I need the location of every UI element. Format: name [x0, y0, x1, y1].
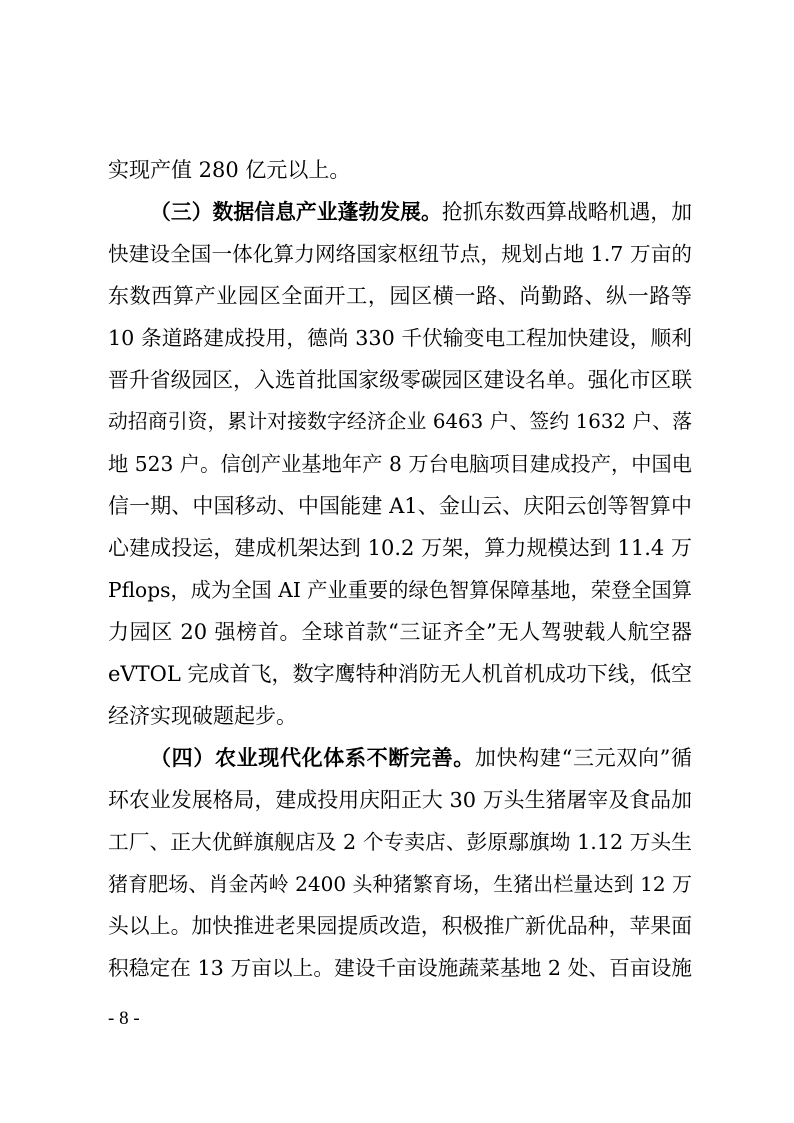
text-line: 环农业发展格局，建成投用庆阳正大 30 万头生猪屠宰及食品加	[108, 788, 692, 812]
text-line: 10 条道路建成投用，德尚 330 千伏输变电工程加快建设，顺利	[108, 326, 692, 350]
text-line: eVTOL 完成首飞，数字鹰特种消防无人机首机成功下线，低空	[108, 662, 692, 686]
section-heading: （三）数据信息产业蓬勃发展。	[150, 200, 442, 224]
text-line: 工厂、正大优鲜旗舰店及 2 个专卖店、彭原鄢旗坳 1.12 万头生	[108, 830, 692, 854]
section-heading: （四）农业现代化体系不断完善。	[150, 746, 475, 770]
text-line: 东数西算产业园区全面开工，园区横一路、尚勤路、纵一路等	[108, 284, 692, 308]
section-four-heading-line: （四）农业现代化体系不断完善。加快构建“三元双向”循	[150, 746, 692, 770]
section-three-heading-line: （三）数据信息产业蓬勃发展。抢抓东数西算战略机遇，加	[150, 200, 692, 224]
text-line: 力园区 20 强榜首。全球首款“三证齐全”无人驾驶载人航空器	[108, 620, 692, 644]
text-line: 头以上。加快推进老果园提质改造，积极推广新优品种，苹果面	[108, 914, 692, 938]
text-line: 快建设全国一体化算力网络国家枢纽节点，规划占地 1.7 万亩的	[108, 242, 692, 266]
text-line: 晋升省级园区，入选首批国家级零碳园区建设名单。强化市区联	[108, 368, 692, 392]
text-line: 猪育肥场、肖金芮岭 2400 头种猪繁育场，生猪出栏量达到 12 万	[108, 872, 692, 896]
text-line: 信一期、中国移动、中国能建 A1、金山云、庆阳云创等智算中	[108, 494, 692, 518]
text-line: 动招商引资，累计对接数字经济企业 6463 户、签约 1632 户、落	[108, 410, 692, 433]
text-line: Pflops，成为全国 AI 产业重要的绿色智算保障基地，荣登全国算	[108, 578, 692, 602]
text-line: 积稳定在 13 万亩以上。建设千亩设施蔬菜基地 2 处、百亩设施	[108, 956, 692, 980]
text-line: 经济实现破题起步。	[108, 704, 297, 728]
text-line: 实现产值 280 亿元以上。	[108, 158, 351, 182]
text-line: 心建成投运，建成机架达到 10.2 万架，算力规模达到 11.4 万	[108, 536, 692, 560]
text-line: 地 523 户。信创产业基地年产 8 万台电脑项目建成投产，中国电	[108, 452, 692, 476]
page-number: - 8 -	[108, 1008, 140, 1029]
